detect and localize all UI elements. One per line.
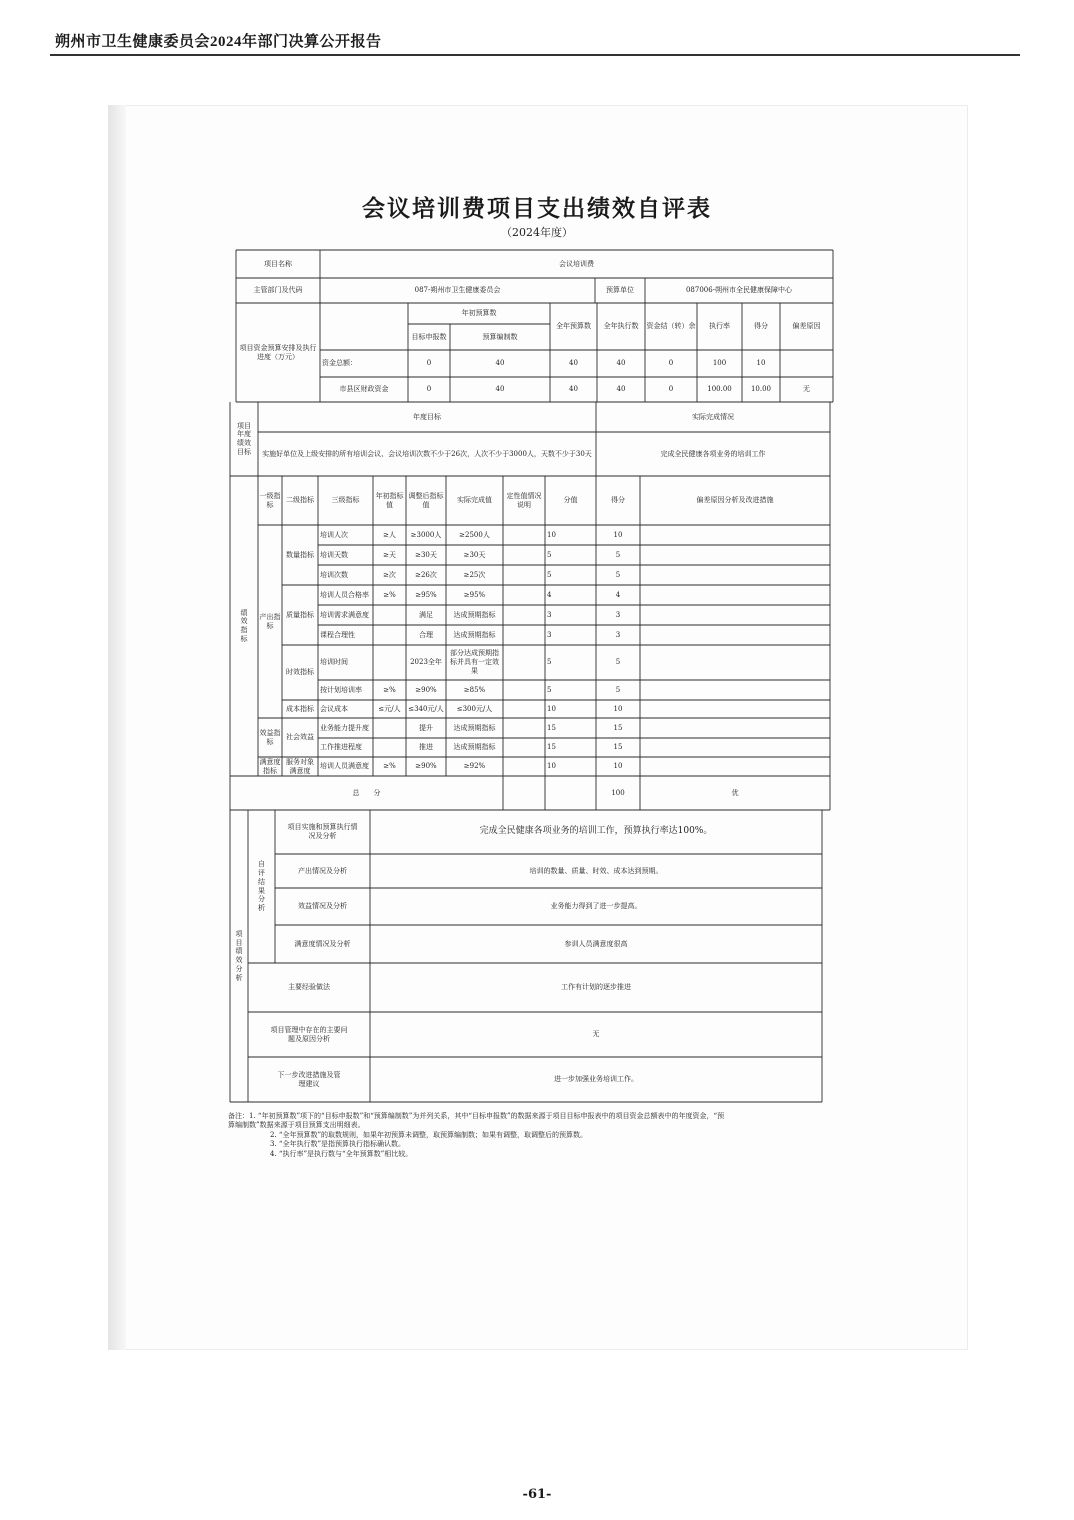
level3-cell: 培训需求满意度: [320, 610, 369, 619]
header-qualitative: 定性值情况说明: [506, 491, 542, 509]
annual-goal-text: 实施好单位及上级安排的所有培训会议、会议培训次数不少于26次，人次不少于3000人，天数不少于30天: [262, 449, 592, 458]
funds-cell: 无: [803, 385, 810, 394]
header-level1: 一级指标: [259, 491, 281, 509]
dept-label: 主管部门及代码: [253, 286, 303, 295]
adjusted-cell: 合理: [419, 630, 433, 639]
actual-cell: 达成预期指标: [453, 630, 496, 639]
adjusted-cell: 满足: [419, 610, 433, 619]
header-weight: 分值: [563, 496, 578, 505]
adjusted-cell: ≥3000人: [410, 530, 442, 539]
actual-cell: 达成预期指标: [453, 743, 496, 752]
initial-cell: [373, 625, 406, 645]
header-rate: 执行率: [709, 322, 730, 331]
header-deviation: 偏差原因分析及改进措施: [696, 496, 774, 505]
dept-value: 087-朔州市卫生健康委员会: [414, 286, 501, 295]
funds-row-label: 资金总额：: [322, 359, 357, 368]
initial-cell: [373, 645, 406, 680]
funds-cell: 10.00: [750, 385, 772, 394]
next-steps-label: 下一步改进措施及管理建议: [277, 1070, 341, 1088]
actual-cell: 部分达成预期指标并具有一定效果: [450, 649, 499, 675]
score-cell: 5: [615, 658, 621, 667]
project-name-label: 项目名称: [264, 259, 292, 268]
analysis-item-value: 完成全民健康各项业务的培训工作，预算执行率达100%。: [479, 826, 713, 837]
adjusted-cell: ≥26次: [415, 570, 437, 579]
level2-quantity: 数量指标: [286, 550, 314, 559]
analysis-item-value: 培训的数量、质量、时效、成本达到预期。: [529, 866, 663, 875]
adjusted-cell: ≥90%: [415, 762, 437, 771]
adjusted-cell: 2023全年: [410, 658, 442, 667]
header-budgeted: 预算编制数: [482, 332, 518, 341]
header-initial-budget: 年初预算数: [461, 309, 497, 318]
funds-cell: 0: [426, 359, 432, 368]
level3-cell: 业务能力提升度: [320, 723, 369, 732]
qual-cell: [503, 585, 545, 605]
qual-cell: [503, 680, 545, 700]
funds-cell: 0: [668, 359, 674, 368]
score-cell: 10: [613, 762, 623, 771]
header-level2: 二级指标: [286, 496, 314, 505]
analysis-item-value: 参训人员满意度很高: [564, 939, 628, 948]
adjusted-cell: ≤340元/人: [408, 704, 444, 713]
initial-cell: ≥%: [383, 685, 396, 694]
actual-cell: ≥85%: [463, 685, 486, 694]
actual-cell: ≥2500人: [459, 530, 490, 539]
qual-cell: [503, 605, 545, 625]
adjusted-cell: 提升: [419, 723, 433, 732]
budget-unit-value: 087006-朔州市全民健康保障中心: [685, 286, 793, 295]
weight-cell: 5: [547, 685, 552, 694]
funds-cell: 40: [616, 359, 626, 368]
level2-service-satisfaction: 服务对象满意度: [286, 757, 314, 775]
level2-social-benefit: 社会效益: [286, 733, 314, 742]
level3-cell: 会议成本: [320, 704, 348, 713]
qual-cell: [503, 625, 545, 645]
funds-cell: [780, 350, 833, 377]
total-grade: 优: [731, 788, 739, 797]
form-title: 会议培训费项目支出绩效自评表: [362, 196, 712, 222]
level2-cost: 成本指标: [286, 704, 314, 713]
level3-cell: 培训时间: [320, 658, 348, 667]
header-actual-value: 实际完成值: [457, 496, 492, 505]
qual-cell: [503, 565, 545, 585]
footnote-line: 备注：1. “年初预算数”项下的“目标申报数”和“预算编制数”为并列关系，其中“目标申报数”的数据来源于项目目标申报表中的项目资金总额表中的年度资金，“预: [228, 1112, 725, 1120]
level3-cell: 工作推进程度: [320, 743, 362, 752]
score-cell: 10: [613, 530, 623, 539]
level3-cell: 培训次数: [320, 570, 348, 579]
funds-cell: 40: [495, 385, 505, 394]
score-cell: 15: [613, 723, 623, 732]
qual-cell: [503, 718, 545, 738]
actual-cell: 达成预期指标: [453, 610, 496, 619]
weight-cell: 4: [547, 590, 552, 599]
indicators-section-label: 绩效指标: [240, 608, 248, 643]
analysis-item-label: 满意度情况及分析: [294, 939, 351, 948]
level2-quality: 质量指标: [286, 610, 314, 619]
qual-cell: [503, 738, 545, 757]
weight-cell: 5: [547, 570, 552, 579]
score-cell: 4: [615, 590, 621, 599]
header-level3: 三级指标: [331, 496, 360, 505]
problems-label: 项目管理中存在的主要问题及原因分析: [270, 1025, 348, 1043]
weight-cell: 3: [547, 610, 552, 619]
weight-cell: 3: [547, 630, 552, 639]
score-cell: 5: [615, 570, 621, 579]
initial-cell: [373, 605, 406, 625]
initial-cell: ≥人: [383, 530, 396, 539]
budget-unit-label: 预算单位: [606, 286, 634, 295]
total-score: 100: [611, 788, 625, 797]
actual-cell: 达成预期指标: [453, 723, 496, 732]
actual-cell: ≥92%: [463, 762, 486, 771]
adjusted-cell: 推进: [419, 743, 433, 752]
qual-cell: [503, 645, 545, 680]
funds-cell: 10: [756, 359, 766, 368]
header-balance: 资金结（转）余: [646, 322, 696, 331]
analysis-item-label: 效益情况及分析: [298, 902, 347, 911]
analysis-item-label: 产出情况及分析: [298, 866, 347, 875]
weight-cell: 15: [547, 723, 556, 732]
funds-cell: 40: [616, 385, 626, 394]
initial-cell: ≥次: [383, 570, 396, 579]
analysis-section-label: 项目绩效分析: [235, 929, 243, 982]
footnote-line: 3. “全年执行数”是指预算执行指标确认数。: [270, 1140, 406, 1149]
funds-section-label: 项目资金预算安排及执行进度（万元）: [239, 343, 317, 361]
weight-cell: 15: [547, 743, 556, 752]
qual-cell: [503, 525, 545, 545]
actual-status-header: 实际完成情况: [692, 412, 734, 421]
weight-cell: 10: [547, 762, 556, 771]
level1-satisfaction: 满意度指标: [259, 757, 281, 775]
annual-goal-header: 年度目标: [413, 412, 441, 421]
footnotes: [228, 1112, 828, 1159]
actual-status-text: 完成全民健康各项业务的培训工作: [660, 449, 766, 458]
experience-value: 工作有计划的逐步推进: [561, 983, 631, 992]
initial-cell: ≥%: [383, 590, 396, 599]
header-full-budget: 全年预算数: [556, 322, 591, 331]
header-adjusted-value: 调整后指标值: [408, 491, 444, 509]
problems-value: 无: [592, 1030, 600, 1039]
initial-cell: [373, 718, 406, 738]
initial-cell: ≤元/人: [378, 704, 401, 713]
level1-output: 产出指标: [259, 612, 281, 630]
actual-cell: ≥95%: [463, 590, 486, 599]
form-year: （2024年度）: [501, 226, 573, 239]
total-label: 总 分: [352, 788, 381, 797]
footnote-line: 算编制数”数据来源于项目预算支出明细表。: [228, 1121, 365, 1130]
analysis-item-label: 项目实施和预算执行情况及分析: [287, 823, 358, 840]
qual-cell: [503, 545, 545, 565]
analysis-item-value: 业务能力得到了进一步提高。: [550, 902, 642, 911]
experience-label: 主要经验做法: [288, 983, 330, 992]
header-reason: 偏差原因: [792, 322, 821, 331]
header-score: 得分: [754, 322, 768, 331]
funds-cell: 40: [495, 359, 505, 368]
level3-cell: 按计划培训率: [320, 685, 362, 694]
level3-cell: 培训人员合格率: [320, 590, 369, 599]
score-cell: 5: [615, 550, 621, 559]
qual-cell: [503, 757, 545, 776]
adjusted-cell: ≥90%: [415, 685, 437, 694]
actual-cell: ≥30天: [463, 550, 486, 559]
page-number: -61-: [522, 1487, 552, 1502]
weight-cell: 10: [547, 530, 556, 539]
actual-cell: ≤300元/人: [456, 704, 493, 713]
report-header: 朔州市卫生健康委员会2024年部门决算公开报告: [55, 34, 382, 50]
header-executed: 全年执行数: [603, 322, 639, 331]
level3-cell: 培训天数: [320, 550, 348, 559]
level3-cell: 培训人次: [320, 530, 348, 539]
footnote-line: 4. “执行率”是执行数与“全年预算数”相比较。: [270, 1149, 413, 1158]
header-score: 得分: [611, 496, 625, 505]
header-target: 目标申报数: [411, 332, 447, 341]
level3-cell: 培训人员满意度: [320, 762, 369, 771]
funds-cell: 100: [712, 359, 727, 368]
level3-cell: 课程合理性: [320, 630, 355, 639]
funds-cell: 0: [426, 385, 432, 394]
score-cell: 10: [613, 704, 623, 713]
funds-cell: 0: [668, 385, 674, 394]
initial-cell: ≥%: [383, 762, 396, 771]
weight-cell: 5: [547, 658, 552, 667]
footnote-line: 2. “全年预算数”的取数规则，如果年初预算未调整，取预算编制数；如果有调整，取调整后的预算数。: [270, 1130, 588, 1139]
next-steps-value: 进一步加强业务培训工作。: [554, 1075, 638, 1084]
self-eval-label: 自评结果分析: [258, 860, 265, 912]
score-cell: 15: [613, 743, 623, 752]
level1-benefit: 效益指标: [259, 728, 281, 746]
annual-goal-section-label: 项目年度绩效目标: [237, 421, 251, 456]
adjusted-cell: ≥95%: [415, 590, 437, 599]
header-initial-value: 年初指标值: [375, 491, 404, 509]
funds-cell: 40: [569, 385, 578, 394]
level2-timeliness: 时效指标: [286, 668, 314, 677]
actual-cell: ≥25次: [463, 570, 486, 579]
project-name-value: 会议培训费: [559, 259, 594, 268]
initial-cell: ≥天: [383, 550, 396, 559]
qual-cell: [503, 700, 545, 718]
funds-cell: 40: [569, 359, 578, 368]
weight-cell: 5: [547, 550, 552, 559]
funds-cell: 100.00: [707, 385, 732, 394]
adjusted-cell: ≥30天: [415, 550, 437, 559]
score-cell: 3: [615, 630, 621, 639]
score-cell: 5: [615, 685, 621, 694]
weight-cell: 10: [547, 704, 556, 713]
funds-row-label: 市县区财政资金: [339, 385, 389, 394]
score-cell: 3: [615, 610, 621, 619]
initial-cell: [373, 738, 406, 757]
